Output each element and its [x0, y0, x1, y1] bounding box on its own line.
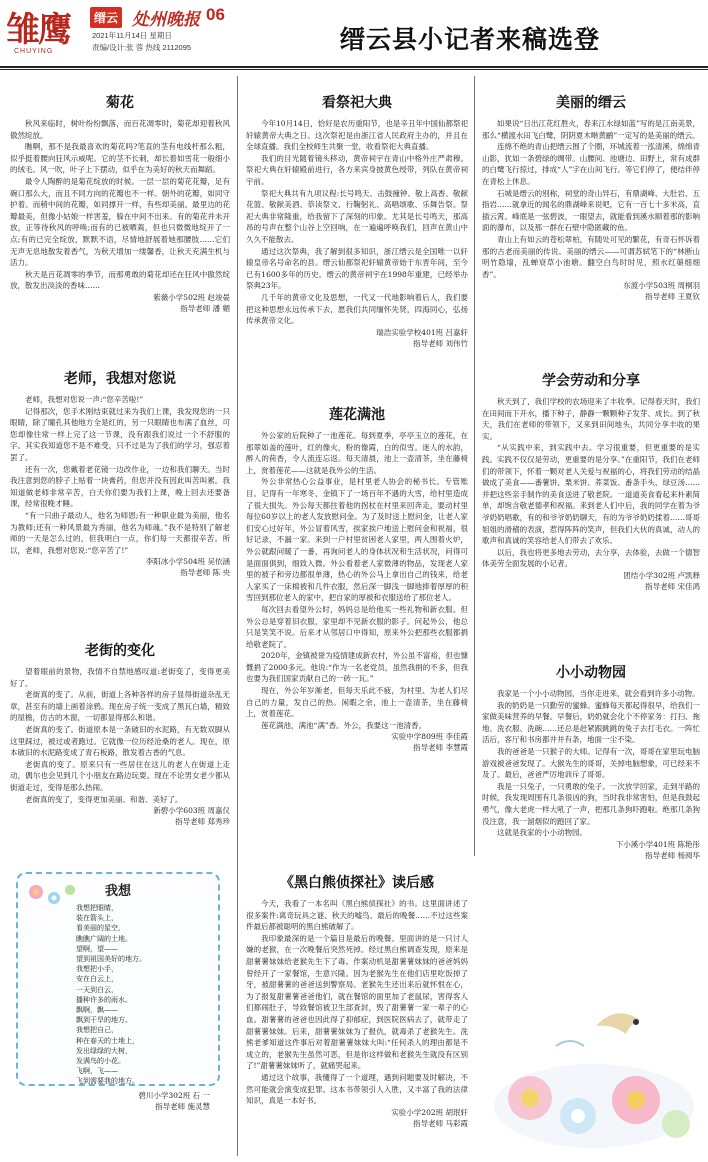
- header-rule-thin: [0, 69, 708, 70]
- teacher-line: 指导老师 杨阅华: [645, 850, 700, 860]
- article-book-review: [246, 872, 468, 1129]
- paragraph: 望着眼前的景物，我情不自禁地感叹道:老街变了，变得更美好了。: [10, 667, 230, 688]
- paragraph: “有一只曲子最动人，他名为师恩;有一种职业最为美丽，他名为教师;还有一种风景最为秀丽，他名为师魂。”我不是特别了解老师的一天是怎么过的，但我明白一点，你们每一天都很辛苦。所以，老师，我想对您说:“您辛苦了!”: [10, 510, 230, 555]
- paragraph: 通过这个故事，我懂得了一个道理，遇到问题要及时解决，不然可能就会演变成犯罪。这本书带领引人入胜，又丰富了我的法律知识，真是一本好书。: [246, 1072, 468, 1106]
- poem-line: 我想把眼睛，: [76, 904, 118, 912]
- paragraph: 几千年的黄帝文化及思想，一代又一代地影响着后人，我们要把这种思想永远传承下去，愿我们共同缅怀先贤，四海同心，弘扬传承黄帝文化。: [246, 292, 468, 326]
- article-labor-sharing: [482, 370, 700, 592]
- paragraph: 我家是一个小小动物园，当你走进来，就会看到许多小动物。: [497, 689, 700, 698]
- article-chrysanthemum: [10, 92, 230, 314]
- poem-line: 我想把小手，: [76, 965, 118, 974]
- poem-line: 望啊，望——: [76, 944, 118, 953]
- article-title: 看祭祀大典: [322, 95, 392, 111]
- paragraph: 我印象最深的是一个篇目是最后的晚餐。里面讲的是一只讨人嫌的老猴，在一次晚餐后突然死掉。经过黑白熊调查发现，原来是甜薯薯妹妹给老猴先生下了毒。作案动机是甜薯薯妹妹的爸爸妈妈曾经开了一家餐馆，生意兴隆。因为老猴先生在他们店里吃饭掉了牙，被甜薯薯的爸爸送到警察局。老猴先生还出来后就怀恨在心，为了报复甜薯薯爸爸他们，就在餐馆的面里加了老鼠尿，害得客人们都闹肚子，导致餐馆被卫生部查封，毁了甜薯薯一家一辈子的心血。甜薯薯的爸爸也因此得了抑郁症，到医院医病去了，就带走了甜薯薯妹妹。后来，甜薯薯妹妹为了报仇，就毒杀了老猴先生。洗熊老爹知道这件事后对着甜薯薯妹妹大叫:“任何杀人的理由都是不成立的，老猴先生虽然可恶，但是你这样做和老猴先生就没有区别了!”甜薯薯妹妹听了，就痛哭起来。: [246, 933, 468, 1071]
- brand-subtitle: CHUYING: [14, 48, 54, 55]
- poem-line: 瞧瞧广阔的土地。: [76, 934, 132, 943]
- teacher-line: 指导老师 郑秀珍: [175, 817, 230, 827]
- teacher-line: 指导老师 王夏钦: [645, 292, 700, 302]
- poem-line: 一天到白云，: [76, 985, 118, 994]
- article-title: 《黑白熊侦探社》读后感: [280, 875, 434, 891]
- paragraph: 老街真的变了。原来只有一些居住在这儿的老人在街道上走动，偶尔也会见到几个小朋友在路边玩耍。现在不论男女老少都从街道走过，变得是那么热闹。: [10, 759, 230, 792]
- column-divider: [237, 76, 238, 1156]
- page-headline: 缙云县小记者来稿选登: [340, 25, 601, 54]
- poem-signature: [60, 1090, 210, 1112]
- paragraph: 以后，我也将更多地去劳动，去分享，去体验，去做一个德智体美劳全面发展的小记者。: [482, 547, 700, 569]
- paragraph: 还有一次，您戴着老花镜一边改作业，一边和我们聊天。当时我注意到您的脖子上贴着一块膏药，但您并没有因此叫苦叫累。我知道做老师非常辛苦，白天你们要为我们上课，晚上回去还要备课，经常很晚才睡。: [10, 464, 230, 509]
- author-line: 紫薇小学502班 赵竣晏: [153, 292, 230, 302]
- article-title: 老师，我想对您说: [64, 371, 176, 387]
- author-line: 李阳冰小学504班 吴依涵: [145, 557, 230, 567]
- article-little-zoo: [482, 662, 700, 861]
- page-number: 06: [206, 5, 225, 24]
- teacher-line: 指导老师 宋佳鸿: [645, 581, 700, 591]
- article-ceremony: [246, 92, 468, 349]
- poem-line: 看美丽的星空，: [76, 924, 125, 933]
- article-title: 美丽的缙云: [556, 95, 626, 111]
- poem-line: 种在春天的土地上，: [76, 1036, 139, 1045]
- poem-line: 飞到需要我的地方。: [76, 1077, 139, 1086]
- poem-line: 我想把自己，: [76, 1026, 118, 1035]
- header-rule: [0, 66, 708, 68]
- paragraph: 外公家的后院种了一池莲花。每到夏季，亭亭玉立的莲花，在那翠如盖的莲叶，红的像火，粉的像霞，白的似雪。迷人的水韵，醉人的荷香，令人流连忘返。每天清晨，池上一壶清茶，坐在藤椅上，赏着莲花——这就是我外公的生活。: [246, 431, 468, 475]
- paragraph: 莲花满池，满池“满”香。外公，我要这一池清香。: [261, 720, 427, 730]
- paragraph: 今年10月14日，恰好是农历重阳节，也是辛丑年中国仙都祭祀轩辕黄帝大典之日。这次祭祀是由浙江省人民政府主办的，并且在全球直播。我们全校师生共聚一堂，收看祭祀大典直播。: [246, 119, 468, 152]
- teacher-line: 指导老师 潘 媚: [180, 303, 230, 313]
- paragraph: 秋风来临时，树叶纷纷飘落，而百花凋零时，菊花却迎着秋风傲然绽放。: [10, 119, 230, 140]
- paragraph: 祭祀大典共有九项议程:长号鸣天、击鼓撞钟、敬上高香、敬献花篮、敬献美酒、恭读祭文、行鞠躬礼、高唱颂歌、乐舞告祭。祭祀大典非常隆重，给我留下了深刻的印象。尤其是长号鸣天，那高昂的号声在整个山谷上空回响，在一遍遍呼唤我们，回声在黄山中久久不能散去。: [246, 188, 468, 244]
- author-line: 碧川小学302班 石 一: [138, 1091, 210, 1100]
- paragraph: 秋天到了，我们学校的农场迎来了丰收季。记得春天时，我们在田间而下开水，播下种子，静静一颗颗种子发芽、成长。到了秋天，我们在老师的带领下，又来到田间地头，共同分享丰收的果实。: [482, 397, 700, 441]
- poem-line: 发满鸟的小花。: [76, 1057, 125, 1066]
- article-title: 小小动物园: [556, 665, 626, 681]
- author-line: 实验小学202班 胡珉轩: [391, 1107, 468, 1117]
- paragraph: 老师，我想对您说一声:“您辛苦啦!”: [25, 395, 144, 404]
- paper-name: 处州晚报: [132, 10, 200, 30]
- teacher-line: 指导老师 施灵慧: [155, 1102, 210, 1111]
- paragraph: 外公非常热心公益事业，是村里老人协会的秘书长。专管账目。记得有一年寒冬，金镇下了一场百年不遇的大雪，给村里造成了很大损失。外公每天都拄着他的拐杖在村里来回奔走，要动村里每位60岁以上的老人发放慰问金。为了及时送上慰问金，让老人家们安心过好年，外公冒着风雪，挨家挨户地送上慰问金和祝福，很好记录，不漏一家。来到一户村里贫困老人家里，两人围着火炉，外公就跟问暖了一番，再询问老人的身体状况和生活状况，问得可是面面俱到，细致入微。外公看着老人家微薄的物品，发现老人家里的被子和旁边都很单薄，热心的外公马上拿出自己的钱来，给老人家买了一床棉被和几件衣服，然后深一脚浅一脚地捧着厚厚的积雪回到那位老人的家中，把自家的厚被和衣服送给了那位老人。: [246, 477, 468, 603]
- paragraph: 如果说“日出江花红胜火，春来江水绿如蓝”写的是江南美景，那么“横渡水田飞白鹭，阴阴夏木啭黄鹂”一定写的是美丽的缙云。: [482, 119, 700, 140]
- paragraph: 最令人陶醉的是菊花绽放的时候。一层一层的菊花花瓣，足有碗口那么大，而且不同方向的花瓣也不一样。朝外的花瓣，如同守护着。而稍中间的花瓣，如同撑开一样，有些却美丽。最里边的花瓣最美，但像小姑娘一样害羞，躲在中间不出来。有的菊花并未开放，正等待秋风的呼唤;而有的已被晒蔫，但也只微微地绽开了一点;有的已完全绽放，默默不语，尽情地舒展着她那腰肢……它们无声无息地散发着香气，为秋天增加一缕馨香，让秋天充满生机与活力。: [10, 176, 230, 268]
- article-lotus: [246, 404, 468, 753]
- paragraph: 连绵不绝的青山把缙云围了个圈，环城流着一泓清溪，绵绵青山影，犹如一条碧绿的绸带。山腰间、池塘边、田野上，常有成群的白鹭飞行掠过，排成“人”字在山间飞行。等它们停了，便结伴停在青松上休息。: [482, 142, 700, 186]
- poem-box: [16, 872, 220, 1086]
- author-line: 新碧小学603班 周嘉仪: [153, 806, 230, 816]
- paragraph: 老街真的变了。从前，街道上各种各样的房子显得街道杂乱无章，甚至有的墙上画着涂鸦。现在房子统一变成了黑瓦白墙，精致的屋檐，仿古的木窗，一切都显得那么和谐。: [10, 690, 230, 723]
- region-tag: 缙云: [90, 7, 122, 28]
- poem-title: 我想: [104, 884, 131, 899]
- paragraph: 瞧啊，那不是我最喜欢的菊花吗?笔直的茎有电线杆那么粗，似乎挺着腰向狂风示威呢。它的茎不长刺，却长着如雪花一般细小的绒毛。风一吹，叶子上下摆动，似乎在为美好的秋天而舞蹈。: [10, 142, 230, 175]
- paragraph: 今天，我看了一本名叫《黑白熊侦探社》的书。这里面讲述了很多案件:离奇玩具之谜、秋天的嘘鸟、最后的晚餐……不过这些案件最后都被聪明的黑白熊破解了。: [246, 899, 468, 932]
- paragraph: “从实践中来，到实践中去。学习很重要，但更重要的是实践。实践不仅仅是劳动，更重要的是分享。”在重阳节，我们在老师们的带领下，怀着一颗对老人关爱与祝福的心，将我们劳动的结晶做成了美食——番薯饼、栗米饼、荞菜饭、番条手头、绿豆汤……并把这些亲手制作的美食送进了敬老院。一道道美食看起来朴素简单，却饱含敬老德孝和祝福。来到老人们中后，我的同学在着为爷爷奶奶唱歌，有的和爷爷奶奶聊天，有的为爷爷奶奶揉着……哥哥姐姐的滑稽的表演，惹得阵阵的笑声，但我们大伙的真诚，动人的歌声和真诚的笑容给老人们带去了欢乐。: [482, 443, 700, 546]
- paragraph: 记得那次，您手术刚结束就过来为我们上课，我发现您的一只眼睛，除了瞳孔其他地方全是红的，另一只眼睛也布满了血丝，可您却像往常一样上完了这一节课，没有跟我们说过一个不舒服的字。其实我知道您不是不难受，只不过是为了我们的学习，强忍着罢了。: [10, 406, 230, 462]
- poem-line: 安在白云上，: [76, 975, 118, 984]
- brand-logo: 雏鹰: [6, 10, 70, 50]
- poem-line: 飘到干旱的地方。: [76, 1016, 132, 1025]
- paragraph: 老街真的变了，变得更加美丽、和谐、美好了。: [25, 794, 183, 804]
- article-title: 老街的变化: [85, 643, 155, 659]
- paragraph: 石城是缙云的别称，祠堂的奇山异石，有鼎湖峰、大肚岩、五指岩……就拿近的闻名的鼎湖峰来说吧，它有一百七十多米高，直插云霄。峰底是一弦碧波，一眼望去，就能看到溪水顺着那的影响面的瀑布，以及那一群在石壁中隐匿藏的鱼。: [482, 188, 700, 233]
- poem-line: 飘啊，飘——: [76, 1006, 118, 1015]
- paragraph: 现在，外公年岁渐老，但每天乐此不疲，为村里、为老人们尽自己的力量，发自己的热。闲暇之余，池上一壶清茶，坐在藤椅上，赏着莲花。: [246, 686, 468, 719]
- paragraph: 青山上有如云的苍松翠柏，有随处可见的繁花，有奇石怀诉着那的古老而美丽的传说。美丽的缙云——可谓苏轼笔下的“林断山明竹隐墙，乱蝉衰草小池塘。翻空白鸟时时见，照水红蕖细细香”。: [482, 234, 700, 279]
- paragraph: 每次回去看望外公时，妈妈总是给他买一些礼物和新衣服。但外公总是穿着旧衣服，家里却不见新衣服的影子。问起外公，他总只是笑笑不说。后来才从邻居口中得知，原来外公把那些衣服都捐给敬老院了。: [246, 604, 468, 649]
- paragraph: 通过这次祭典，我了解到很多知识，浙江缙云是全国唯一以轩辕皇帝名号命名的县。缙云仙都祭祀轩辕黄帝始于东晋年间，至今已有1600多年的历史。缙云的黄帝祠宇在1998年重建，已经举办祭典23年。: [246, 246, 468, 291]
- paragraph: 秋天是百花凋零的季节，而那勇敢的菊花却还在狂风中傲然绽放，散发出淡淡的香味……: [10, 269, 230, 291]
- poem-line: 望到祖国美好的地方。: [76, 955, 146, 964]
- teacher-line: 指导老师 刘伟竹: [413, 338, 468, 348]
- flower-decoration-icon: [24, 878, 84, 912]
- author-line: 东渡小学503班 周桐羽: [623, 281, 700, 291]
- teacher-line: 指导老师 陈 央: [180, 568, 230, 578]
- author-line: 下小溪小学401班 陈艳彤: [615, 839, 700, 849]
- paragraph: 我是一只兔子，一只勇敢的兔子。一次放学回家，走到半路的时候，我发现周围有几条很凶的狗，当时我非常害怕，但是我鼓起勇气，像大老虎一样大吼了一声，把那几条狗吓跑啦。绝那几条狗没注意，我一溜烟似的跑回了家。: [482, 781, 700, 826]
- poem-line: 飞啊，飞——: [76, 1067, 118, 1076]
- paragraph: 我的爸爸是一只猴子的大师。记得有一次，哥哥在家里玩电脑游戏被爸爸发现了。大猴先生的哥哥，关掉电脑想象，可已经来不及了。最后，爸爸严厉地训斥了哥哥。: [482, 746, 700, 780]
- paragraph: 这就是我家的小小动物园。: [497, 828, 587, 838]
- article-title: 菊花: [106, 95, 134, 111]
- paragraph: 我们的目光随着镜头移动，黄帝祠宇在青山中格外庄严肃穆。祭祀大典在轩辕殿前进行，各方来宾身披黄色绶带，列队在黄帝祠宇前。: [246, 153, 468, 186]
- paragraph: 2020年，金镇被誉为疫情建成新农村，外公虽不富裕，但也慷慨捐了2000多元。他说:“作为一名老党员，虽然我捐的不多，但我也要为我们国家贡献自己的一砖一瓦。”: [246, 651, 468, 684]
- date-line: 2021年11月14日 星期日: [92, 31, 172, 40]
- article-old-street: [10, 640, 230, 827]
- poem-lines: [18, 903, 218, 1087]
- article-beautiful-jinyun: [482, 92, 700, 302]
- teacher-line: 指导老师 马彩霞: [413, 1118, 468, 1128]
- column-divider: [474, 76, 475, 856]
- article-title: 学会劳动和分享: [542, 373, 640, 389]
- article-teacher: [10, 368, 230, 578]
- paragraph: 老街真的变了。街道原本是一条破旧的水泥路，有无数双脚从这里踩过，被过或者跑过。它就像一位历经沧桑的老人。现在，原本破旧的水泥路变成了青石板路，散发着古香的气息。: [10, 724, 230, 758]
- author-line: 实验中学809班 李佳霞: [391, 732, 468, 742]
- paragraph: 我的奶奶是一只勤劳的蜜蜂。蜜蜂每天都起得很早，给我们一家做美味营养的早餐。早餐后，奶奶就会化个不停家务：打扫、拖地、洗衣服、洗碗……还总是赶紧跟跳跳的兔子去打毛衣。一阵忙活后，客厅和书房都井井有条，地面一尘不染。: [482, 700, 700, 745]
- author-line: 团结小学302班 卢凯释: [623, 570, 700, 580]
- poem-line: 装在箭头上，: [76, 914, 118, 923]
- poem-line: 播种许多的雨水。: [76, 995, 132, 1004]
- bird-flower-illustration-icon: [486, 986, 702, 1156]
- article-title: 莲花满池: [329, 407, 385, 423]
- teacher-line: 指导老师 李慧霞: [413, 743, 468, 753]
- poem-line: 发出绿绿的大树，: [76, 1046, 132, 1055]
- author-line: 瑞浩实验学校401班 吕嘉轩: [376, 327, 468, 337]
- editor-line: 责编/设计:张 蓉 热线 2112095: [92, 43, 192, 52]
